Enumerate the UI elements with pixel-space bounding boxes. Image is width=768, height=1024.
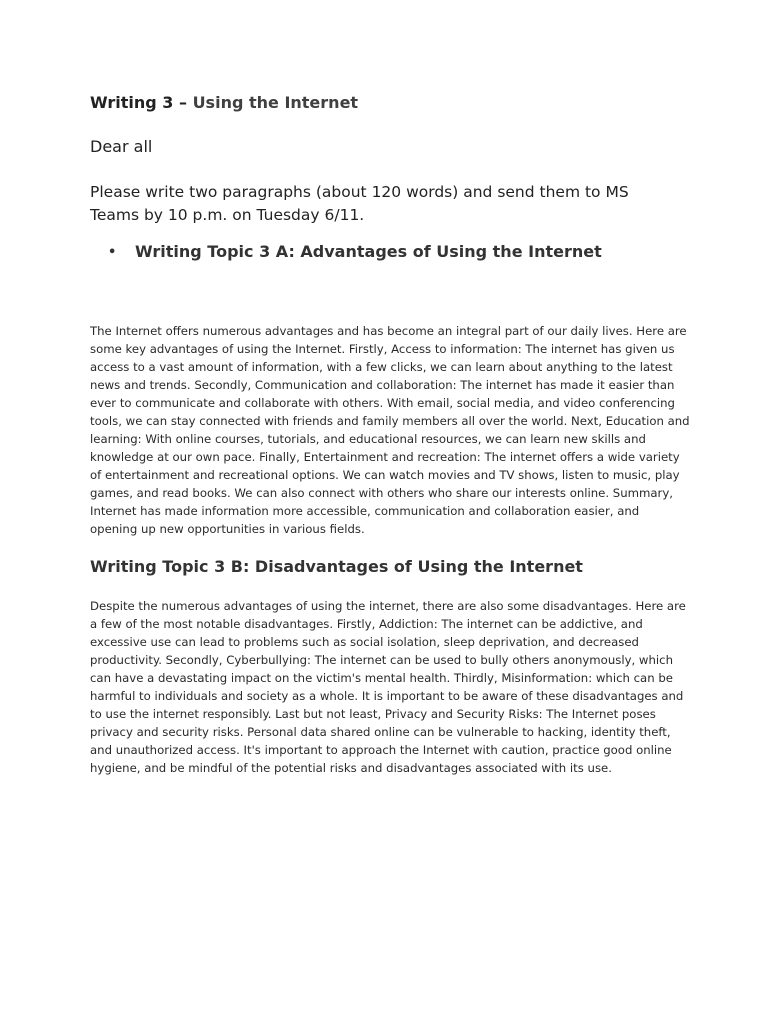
page-title bbox=[90, 93, 358, 112]
page-title-rest: Using the Internet bbox=[192, 93, 359, 112]
topic-b-heading: Writing Topic 3 B: Disadvantages of Using the Internet bbox=[90, 557, 583, 576]
bullet-icon: • bbox=[108, 245, 117, 260]
instructions: Please write two paragraphs (about 120 words) and send them to MS Teams by 10 p.m. on Tuesday 6/11. bbox=[90, 183, 629, 224]
topic-a-heading bbox=[108, 242, 602, 261]
topic-a-paragraph: The Internet offers numerous advantages and has become an integral part of our daily lives. Here are some key advantages of using the Internet. Firstly, Access to information: The internet has given us access to a vast amount of information, with a few clicks, we can learn about anything to the latest news and trends. Secondly, Communication and collaboration: The internet has made it easier than ever to communicate and collaborate with others. With email, social media, and video conferencing tools, we can stay connected with friends and family members all over the world. Next, Education and learning: With online courses, tutorials, and educational resources, we can learn new skills and knowledge at our own pace. Finally, Entertainment and recreation: The internet offers a wide variety of entertainment and recreational options. We can watch movies and TV shows, listen to music, play games, and read books. We can also connect with others who share our interests online. Summary, Internet has made information more accessible, communication and collaboration easier, and opening up new opportunities in various fields. bbox=[90, 324, 690, 536]
topic-b-paragraph: Despite the numerous advantages of using the internet, there are also some disadvantages. Here are a few of the most notable disadvantages. Firstly, Addiction: The internet can be addictive, and excessive use can lead to problems such as social isolation, sleep deprivation, and decreased productivity. Secondly, Cyberbullying: The internet can be used to bully others anonymously, which can have a devastating impact on the victim's mental health. Thirdly, Misinformation: which can be harmful to individuals and society as a whole. It is important to be aware of these disadvantages and to use the internet responsibly. Last but not least, Privacy and Security Risks: The Internet poses privacy and security risks. Personal data shared online can be vulnerable to hacking, identity theft, and unauthorized access. It's important to approach the Internet with caution, practice good online hygiene, and be mindful of the potential risks and disadvantages associated with its use. bbox=[90, 599, 686, 775]
greeting: Dear all bbox=[90, 137, 153, 156]
topic-a-title: Writing Topic 3 A: Advantages of Using the Internet bbox=[135, 242, 602, 261]
page-title-prefix: Writing 3 – bbox=[90, 93, 193, 112]
